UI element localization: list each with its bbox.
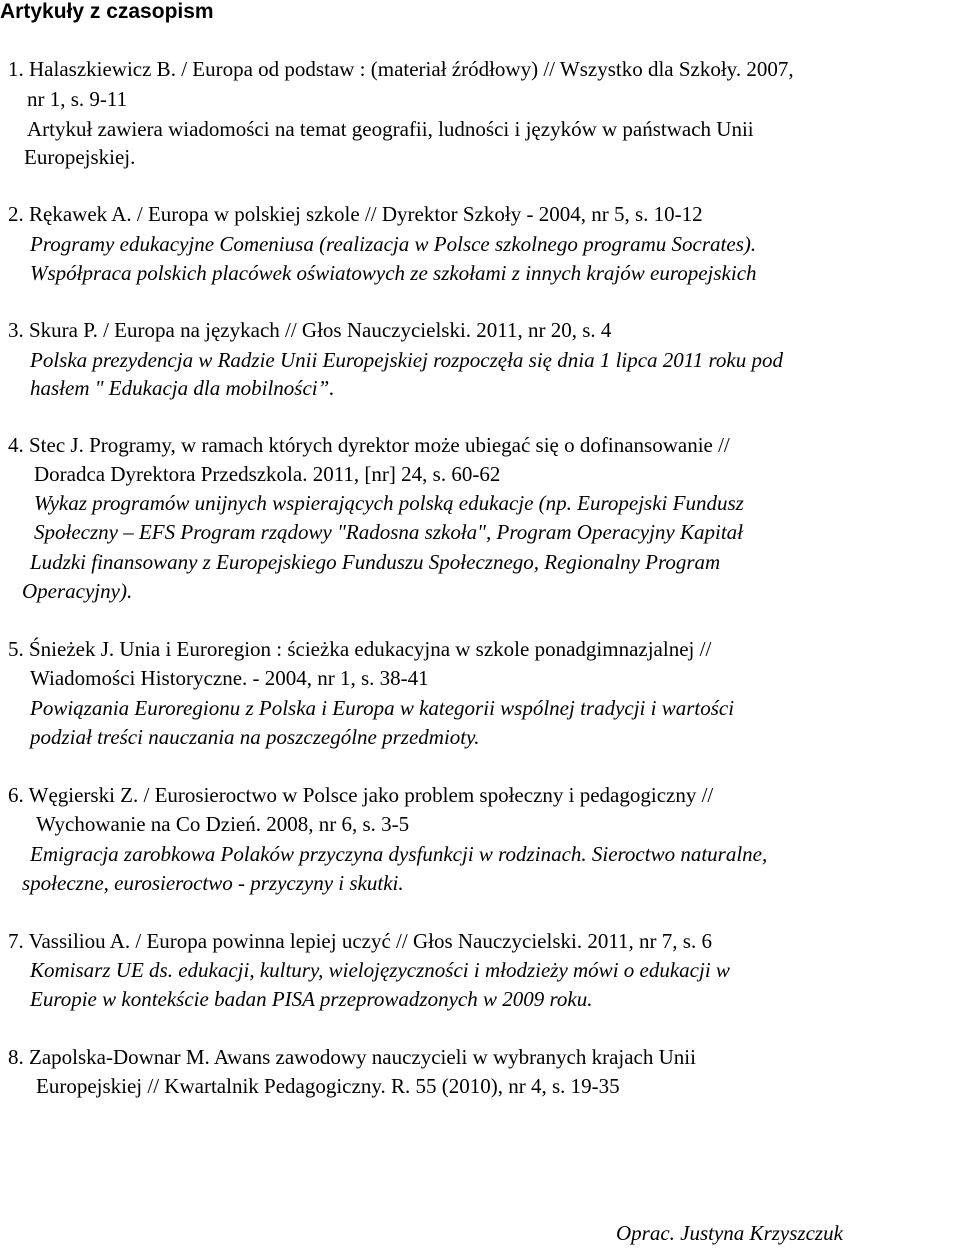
entry-2-citation-line-1: 2. Rękawek A. / Europa w polskiej szkole // Dyrektor Szkoły - 2004, nr 5, s. 10-12 xyxy=(8,202,703,226)
entry-5-citation-line-1: 5. Śnieżek J. Unia i Euroregion : ścieżka edukacyjna w szkole ponadgimnazjalnej // xyxy=(8,637,712,661)
entry-3-annotation-line-2: hasłem " Edukacja dla mobilności”. xyxy=(30,376,335,400)
entry-4-annotation-line-2: Społeczny – EFS Program rządowy "Radosna szkoła", Program Operacyjny Kapitał xyxy=(34,520,744,544)
entry-6-citation-line-1: 6. Węgierski Z. / Eurosieroctwo w Polsce jako problem społeczny i pedagogiczny // xyxy=(8,783,714,807)
entry-7-annotation-line-2: Europie w kontekście badan PISA przeprowadzonych w 2009 roku. xyxy=(30,987,593,1011)
entry-8-citation-line-2: Europejskiej // Kwartalnik Pedagogiczny. R. 55 (2010), nr 4, s. 19-35 xyxy=(36,1074,620,1098)
entry-6-annotation-line-1: Emigracja zarobkowa Polaków przyczyna dysfunkcji w rodzinach. Sieroctwo naturalne, xyxy=(30,842,768,866)
entry-4-citation-line-1: 4. Stec J. Programy, w ramach których dyrektor może ubiegać się o dofinansowanie // xyxy=(8,433,730,457)
entry-4-annotation-line-4: Operacyjny). xyxy=(22,579,133,603)
entry-6-annotation-line-2: społeczne, eurosieroctwo - przyczyny i skutki. xyxy=(22,871,404,895)
entry-7-annotation-line-1: Komisarz UE ds. edukacji, kultury, wielojęzyczności i młodzieży mówi o edukacji w xyxy=(30,958,730,982)
entry-1-annotation-line-1: Artykuł zawiera wiadomości na temat geografii, ludności i języków w państwach Unii xyxy=(27,117,754,141)
entry-3-citation-line-1: 3. Skura P. / Europa na językach // Głos Nauczycielski. 2011, nr 20, s. 4 xyxy=(8,318,612,342)
entry-6-citation-line-2: Wychowanie na Co Dzień. 2008, nr 6, s. 3-5 xyxy=(36,812,410,836)
entry-3-annotation-line-1: Polska prezydencja w Radzie Unii Europejskiej rozpoczęła się dnia 1 lipca 2011 roku pod xyxy=(30,348,783,372)
entry-2-annotation-line-1: Programy edukacyjne Comeniusa (realizacja w Polsce szkolnego programu Socrates). xyxy=(30,232,757,256)
entry-5-annotation-line-2: podział treści nauczania na poszczególne przedmioty. xyxy=(30,725,480,749)
entry-4-annotation-line-1: Wykaz programów unijnych wspierających polską edukacje (np. Europejski Fundusz xyxy=(34,491,744,515)
entry-1-citation-line-2: nr 1, s. 9-11 xyxy=(27,87,128,111)
compiler-signature: Oprac. Justyna Krzyszczuk xyxy=(616,1221,843,1245)
page-title: Artykuły z czasopism xyxy=(0,0,214,23)
entry-1-annotation-line-2: Europejskiej. xyxy=(24,145,136,169)
entry-4-citation-line-2: Doradca Dyrektora Przedszkola. 2011, [nr] 24, s. 60-62 xyxy=(34,462,501,486)
entry-5-annotation-line-1: Powiązania Euroregionu z Polska i Europa w kategorii wspólnej tradycji i wartości xyxy=(30,696,735,720)
entry-7-citation-line-1: 7. Vassiliou A. / Europa powinna lepiej uczyć // Głos Nauczycielski. 2011, nr 7, s. 6 xyxy=(8,929,712,953)
entry-5-citation-line-2: Wiadomości Historyczne. - 2004, nr 1, s. 38-41 xyxy=(30,666,429,690)
entry-4-annotation-line-3: Ludzki finansowany z Europejskiego Funduszu Społecznego, Regionalny Program xyxy=(30,550,721,574)
entry-1-citation-line-1: 1. Halaszkiewicz B. / Europa od podstaw : (materiał źródłowy) // Wszystko dla Szkoły. 2007, xyxy=(8,57,794,81)
entry-8-citation-line-1: 8. Zapolska-Downar M. Awans zawodowy nauczycieli w wybranych krajach Unii xyxy=(8,1045,696,1069)
entry-2-annotation-line-2: Współpraca polskich placówek oświatowych ze szkołami z innych krajów europejskich xyxy=(30,261,757,285)
